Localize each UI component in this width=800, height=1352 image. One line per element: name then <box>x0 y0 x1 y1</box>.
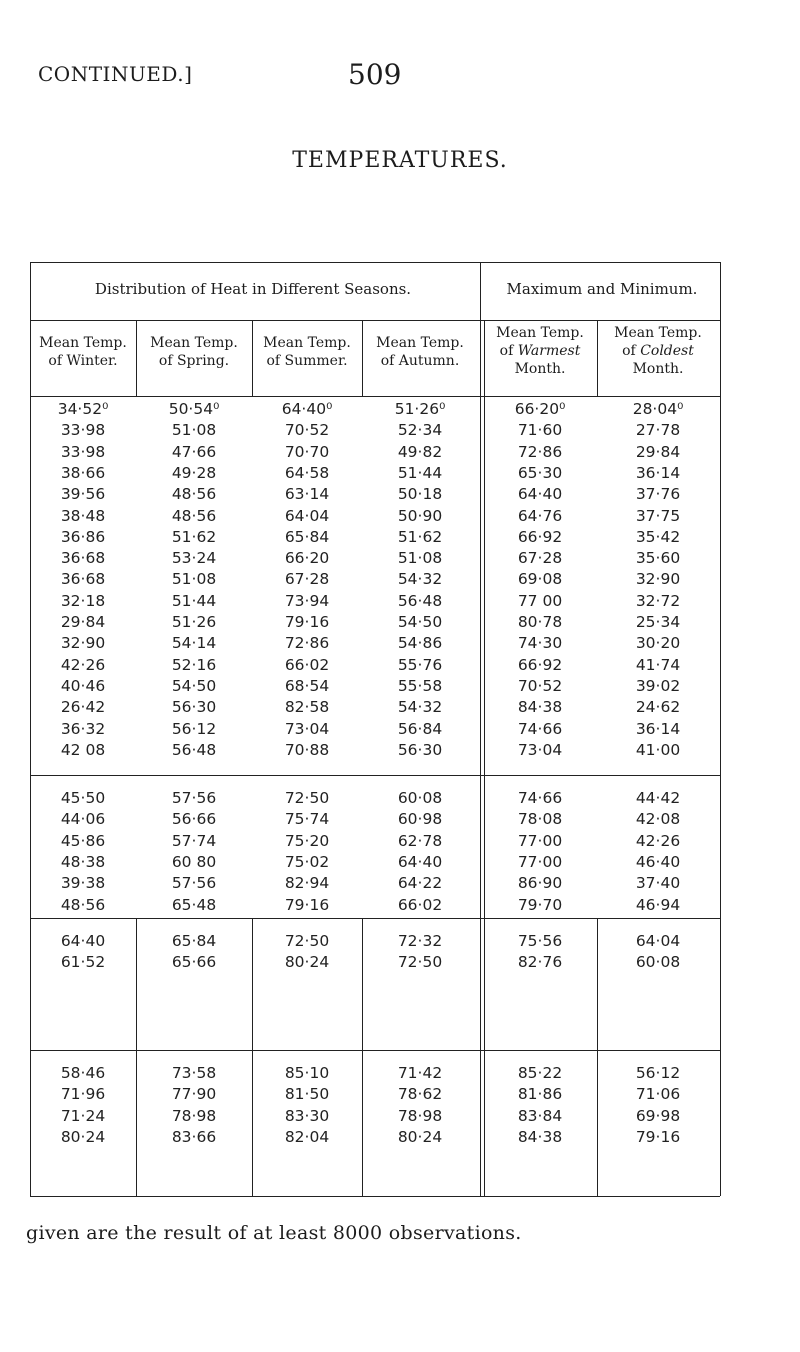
table-cell: 26·42 <box>60 698 106 717</box>
column-heading-spring: Mean Temp. of Spring. <box>150 335 238 369</box>
table-cell: 50·18 <box>397 485 443 504</box>
table-cell: 66·92 <box>517 655 563 674</box>
table-cell: 72·50 <box>397 953 443 972</box>
table-cell: 32·72 <box>635 591 681 610</box>
table-cell: 85·22 <box>517 1064 563 1082</box>
table-cell: 54·32 <box>397 570 443 589</box>
table-cell: 79·16 <box>635 1127 681 1146</box>
table-cell: 69·98 <box>635 1106 681 1125</box>
table-cell: 55·58 <box>397 676 443 695</box>
table-cell: 56·48 <box>171 740 217 759</box>
table-cell: 83·66 <box>171 1127 217 1146</box>
table-cell: 75·02 <box>284 852 330 871</box>
table-cell: 60·98 <box>397 810 443 829</box>
table-cell: 79·16 <box>284 895 330 914</box>
table-cell: 36·14 <box>635 463 681 482</box>
table-cell: 71·24 <box>60 1106 106 1125</box>
column-heading-warmest: Mean Temp. of Warmest Month. <box>496 325 584 377</box>
table-cell: 42 08 <box>60 740 106 759</box>
table-cell: 50·54⁰ <box>168 400 220 418</box>
table-cell: 45·86 <box>60 831 106 850</box>
table-cell: 65·84 <box>171 932 217 950</box>
table-cell: 70·52 <box>284 421 330 440</box>
table-cell: 48·38 <box>60 852 106 871</box>
table-cell: 74·66 <box>517 789 563 807</box>
table-cell: 54·14 <box>171 634 217 653</box>
table-cell: 42·26 <box>635 831 681 850</box>
table-cell: 51·62 <box>397 527 443 546</box>
table-cell: 75·74 <box>284 810 330 829</box>
table-cell: 72·50 <box>284 789 330 807</box>
table-cell: 71·96 <box>60 1085 106 1104</box>
table-cell: 64·40⁰ <box>281 400 333 418</box>
group-heading-seasons: Distribution of Heat in Different Seasons. <box>94 280 412 298</box>
table-cell: 50·90 <box>397 506 443 525</box>
table-cell: 42·08 <box>635 810 681 829</box>
rule-section-2 <box>30 918 720 919</box>
table-cell: 64·40 <box>60 932 106 950</box>
table-cell: 70·88 <box>284 740 330 759</box>
table-cell: 74·30 <box>517 634 563 653</box>
table-cell: 51·44 <box>171 591 217 610</box>
rule-group <box>30 320 720 321</box>
table-cell: 66·20 <box>284 549 330 568</box>
table-cell: 77·00 <box>517 852 563 871</box>
table-cell: 70·52 <box>517 676 563 695</box>
table-cell: 72·86 <box>284 634 330 653</box>
table-cell: 44·42 <box>635 789 681 807</box>
table-cell: 82·94 <box>284 874 330 893</box>
table-cell: 83·30 <box>284 1106 330 1125</box>
table-cell: 39·02 <box>635 676 681 695</box>
table-cell: 82·04 <box>284 1127 330 1146</box>
table-cell: 64·04 <box>284 506 330 525</box>
rule-bottom <box>30 1196 720 1197</box>
table-cell: 24·62 <box>635 698 681 717</box>
column-heading-coldest: Mean Temp. of Coldest Month. <box>614 325 702 377</box>
rule-col-3 <box>252 320 253 396</box>
table-cell: 75·56 <box>517 932 563 950</box>
table-cell: 56·66 <box>171 810 217 829</box>
table-cell: 27·78 <box>635 421 681 440</box>
table-cell: 25·34 <box>635 613 681 631</box>
table-cell: 41·74 <box>635 655 681 674</box>
table-cell: 66·20⁰ <box>514 400 566 418</box>
table-cell: 78·08 <box>517 810 563 829</box>
table-cell: 28·04⁰ <box>632 400 684 418</box>
table-cell: 80·24 <box>397 1127 443 1146</box>
table-cell: 51·26⁰ <box>394 400 446 418</box>
table-cell: 36·14 <box>635 719 681 738</box>
table-cell: 37·76 <box>635 485 681 504</box>
table-cell: 54·86 <box>397 634 443 653</box>
table-cell: 66·02 <box>284 655 330 674</box>
table-cell: 60·08 <box>635 953 681 972</box>
rule-col-6 <box>597 320 598 396</box>
table-cell: 81·86 <box>517 1085 563 1104</box>
table-cell: 64·58 <box>284 463 330 482</box>
table-cell: 54·32 <box>397 698 443 717</box>
table-cell: 57·56 <box>171 874 217 893</box>
table-cell: 63·14 <box>284 485 330 504</box>
rule-right <box>720 262 721 1196</box>
table-cell: 77·00 <box>517 831 563 850</box>
table-cell: 69·08 <box>517 570 563 589</box>
table-cell: 68·54 <box>284 676 330 695</box>
table-cell: 48·56 <box>171 506 217 525</box>
table-cell: 78·98 <box>397 1106 443 1125</box>
table-cell: 60·08 <box>397 789 443 807</box>
table-cell: 32·90 <box>60 634 106 653</box>
table-cell: 64·04 <box>635 932 681 950</box>
table-cell: 56·30 <box>171 698 217 717</box>
table-cell: 46·94 <box>635 895 681 914</box>
table-cell: 79·16 <box>284 613 330 631</box>
table-cell: 71·06 <box>635 1085 681 1104</box>
table-cell: 56·12 <box>171 719 217 738</box>
table-cell: 85·10 <box>284 1064 330 1082</box>
table-cell: 70·70 <box>284 442 330 461</box>
footnote: given are the result of at least 8000 observations. <box>26 1222 522 1244</box>
table-cell: 41·00 <box>635 740 681 759</box>
table-cell: 71·60 <box>517 421 563 440</box>
table-cell: 51·08 <box>171 421 217 440</box>
table-cell: 36·68 <box>60 570 106 589</box>
table-cell: 56·12 <box>635 1064 681 1082</box>
table-cell: 55·76 <box>397 655 443 674</box>
group-heading-max-min: Maximum and Minimum. <box>506 280 698 298</box>
table-cell: 36·32 <box>60 719 106 738</box>
table-cell: 37·75 <box>635 506 681 525</box>
table-cell: 51·44 <box>397 463 443 482</box>
table-cell: 30·20 <box>635 634 681 653</box>
table-cell: 84·38 <box>517 698 563 717</box>
table-cell: 51·08 <box>397 549 443 568</box>
page-title: TEMPERATURES. <box>292 148 508 173</box>
rule-col-4 <box>362 320 363 396</box>
table-cell: 75·20 <box>284 831 330 850</box>
table-cell: 81·50 <box>284 1085 330 1104</box>
table-cell: 72·32 <box>397 932 443 950</box>
table-cell: 65·84 <box>284 527 330 546</box>
table-cell: 32·18 <box>60 591 106 610</box>
table-cell: 72·50 <box>284 932 330 950</box>
rule-col-2 <box>136 320 137 396</box>
table-cell: 58·46 <box>60 1064 106 1082</box>
table-cell: 34·52⁰ <box>57 400 109 418</box>
table-cell: 86·90 <box>517 874 563 893</box>
table-cell: 38·66 <box>60 463 106 482</box>
table-cell: 33·98 <box>60 442 106 461</box>
table-cell: 40·46 <box>60 676 106 695</box>
table-cell: 66·02 <box>397 895 443 914</box>
table-cell: 39·56 <box>60 485 106 504</box>
table-cell: 83·84 <box>517 1106 563 1125</box>
table-cell: 82·76 <box>517 953 563 972</box>
column-heading-autumn: Mean Temp. of Autumn. <box>376 335 464 369</box>
table-cell: 80·78 <box>517 613 563 631</box>
table-cell: 56·30 <box>397 740 443 759</box>
table-cell: 82·58 <box>284 698 330 717</box>
table-cell: 37·40 <box>635 874 681 893</box>
table-cell: 49·28 <box>171 463 217 482</box>
rule-top <box>30 262 720 263</box>
table-cell: 33·98 <box>60 421 106 440</box>
table-cell: 54·50 <box>397 613 443 631</box>
table-cell: 74·66 <box>517 719 563 738</box>
table-cell: 64·40 <box>517 485 563 504</box>
table-cell: 79·70 <box>517 895 563 914</box>
page-number: 509 <box>348 58 402 91</box>
continued-label: CONTINUED.] <box>38 62 193 86</box>
table-cell: 51·62 <box>171 527 217 546</box>
table-cell: 66·92 <box>517 527 563 546</box>
table-cell: 77 00 <box>517 591 563 610</box>
table-cell: 47·66 <box>171 442 217 461</box>
table-cell: 73·04 <box>517 740 563 759</box>
table-cell: 44·06 <box>60 810 106 829</box>
table-cell: 67·28 <box>517 549 563 568</box>
table-cell: 73·04 <box>284 719 330 738</box>
table-cell: 65·66 <box>171 953 217 972</box>
table-cell: 73·94 <box>284 591 330 610</box>
table-cell: 62·78 <box>397 831 443 850</box>
table-cell: 35·42 <box>635 527 681 546</box>
column-heading-summer: Mean Temp. of Summer. <box>263 335 351 369</box>
table-cell: 84·38 <box>517 1127 563 1146</box>
table-cell: 56·84 <box>397 719 443 738</box>
table-cell: 71·42 <box>397 1064 443 1082</box>
table-cell: 52·16 <box>171 655 217 674</box>
table-cell: 80·24 <box>284 953 330 972</box>
table-cell: 57·74 <box>171 831 217 850</box>
table-cell: 45·50 <box>60 789 106 807</box>
table-cell: 48·56 <box>171 485 217 504</box>
table-cell: 77·90 <box>171 1085 217 1104</box>
table-cell: 32·90 <box>635 570 681 589</box>
column-heading-winter: Mean Temp. of Winter. <box>39 335 127 369</box>
table-cell: 51·08 <box>171 570 217 589</box>
table-cell: 64·40 <box>397 852 443 871</box>
table-cell: 29·84 <box>635 442 681 461</box>
table-cell: 36·68 <box>60 549 106 568</box>
table-cell: 36·86 <box>60 527 106 546</box>
table-cell: 80·24 <box>60 1127 106 1146</box>
table-cell: 48·56 <box>60 895 106 914</box>
rule-section-1 <box>30 775 720 776</box>
table-cell: 73·58 <box>171 1064 217 1082</box>
table-cell: 78·98 <box>171 1106 217 1125</box>
table-cell: 64·22 <box>397 874 443 893</box>
table-cell: 78·62 <box>397 1085 443 1104</box>
table-cell: 54·50 <box>171 676 217 695</box>
table-cell: 42·26 <box>60 655 106 674</box>
rule-divider-main <box>480 262 481 1196</box>
table-cell: 35·60 <box>635 549 681 568</box>
table-cell: 65·30 <box>517 463 563 482</box>
table-cell: 65·48 <box>171 895 217 914</box>
table-cell: 67·28 <box>284 570 330 589</box>
table-cell: 57·56 <box>171 789 217 807</box>
table-cell: 29·84 <box>60 613 106 631</box>
table-cell: 39·38 <box>60 874 106 893</box>
table-cell: 61·52 <box>60 953 106 972</box>
table-cell: 56·48 <box>397 591 443 610</box>
table-cell: 46·40 <box>635 852 681 871</box>
table-cell: 38·48 <box>60 506 106 525</box>
table-cell: 60 80 <box>171 852 217 871</box>
table-cell: 53·24 <box>171 549 217 568</box>
table-cell: 52·34 <box>397 421 443 440</box>
rule-section-3 <box>30 1050 720 1051</box>
table-cell: 49·82 <box>397 442 443 461</box>
table-cell: 72·86 <box>517 442 563 461</box>
table-cell: 51·26 <box>171 613 217 631</box>
table-cell: 64·76 <box>517 506 563 525</box>
